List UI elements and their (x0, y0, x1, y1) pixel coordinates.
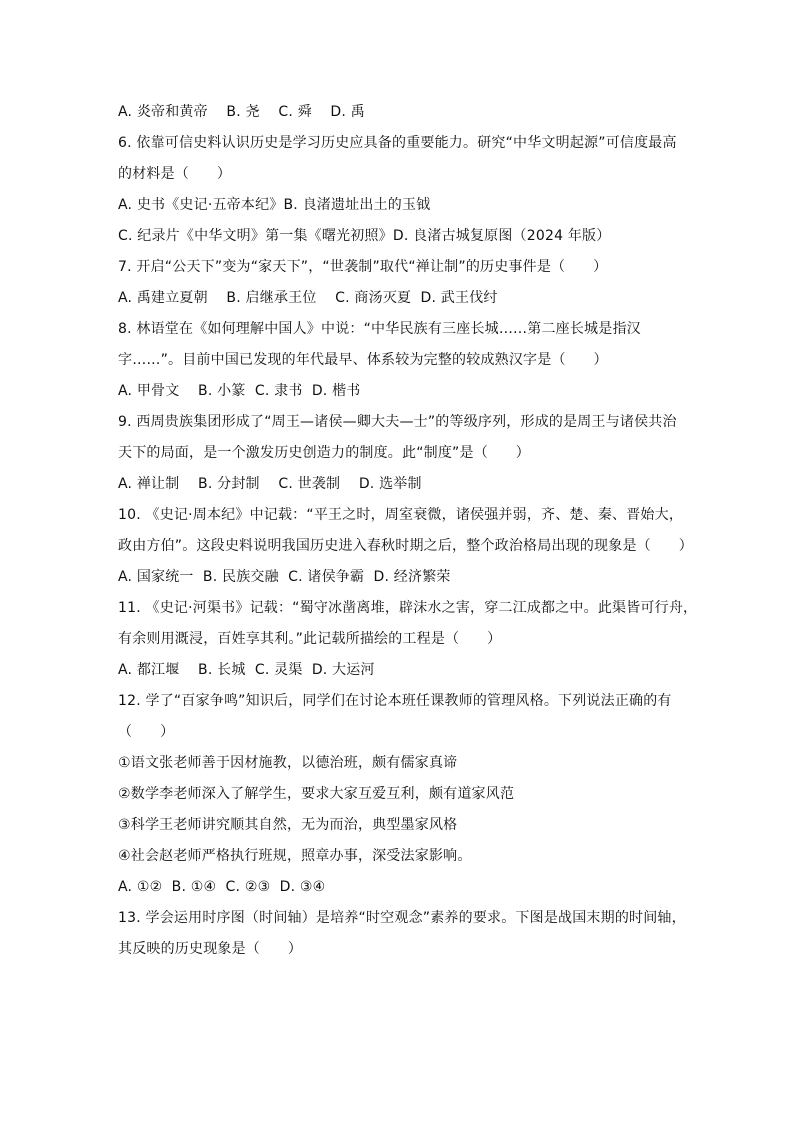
q7-options: A. 禹建立夏朝 B. 启继承王位 C. 商汤灭夏 D. 武王伐纣 (118, 290, 498, 306)
q13-stem-line1: 13. 学会运用时序图（时间轴）是培养“时空观念”素养的要求。下图是战国末期的时间轴， (118, 910, 686, 926)
q7-stem: 7. 开启“公天下”变为“家天下”，“世袭制”取代“禅让制”的历史事件是（ ） (118, 259, 608, 275)
q12-statement-4: ④社会赵老师严格执行班规，照章办事，深受法家影响。 (118, 848, 472, 864)
q11-options: A. 都江堰 B. 长城 C. 灵渠 D. 大运河 (118, 662, 375, 678)
q12-statement-3: ③科学王老师讲究顺其自然，无为而治，典型墨家风格 (118, 817, 458, 833)
q8-stem-line2: 字……”。目前中国已发现的年代最早、体系较为完整的较成熟汉字是（ ） (118, 352, 608, 368)
q9-stem-line2: 天下的局面，是一个激发历史创造力的制度。此“制度”是（ ） (118, 445, 531, 461)
q13-stem-line2: 其反映的历史现象是（ ） (118, 941, 303, 957)
q12-options: A. ①② B. ①④ C. ②③ D. ③④ (118, 879, 326, 895)
q12-statement-1: ①语文张老师善于因材施教，以德治班，颇有儒家真谛 (118, 755, 458, 771)
q12-stem-line2: （ ） (118, 724, 175, 740)
q11-stem-line2: 有余则用溉浸，百姓享其利。”此记载所描绘的工程是（ ） (118, 631, 502, 647)
q9-options: A. 禅让制 B. 分封制 C. 世袭制 D. 选举制 (118, 476, 422, 492)
q10-stem-line1: 10. 《史记·周本纪》中记载：“平王之时，周室衰微，诸侯强并弱，齐、楚、秦、晋始大， (118, 507, 684, 523)
q12-statement-2: ②数学李老师深入了解学生，要求大家互爱互利，颇有道家风范 (118, 786, 515, 802)
q10-options: A. 国家统一 B. 民族交融 C. 诸侯争霸 D. 经济繁荣 (118, 569, 451, 585)
q9-stem-line1: 9. 西周贵族集团形成了“周王—诸侯—卿大夫—士”的等级序列，形成的是周王与诸侯共治 (118, 414, 677, 430)
q6-options-line2: C. 纪录片《中华文明》第一集《曙光初照》D. 良渚古城复原图（2024 年版） (118, 228, 611, 244)
q5-options: A. 炎帝和黄帝 B. 尧 C. 舜 D. 禹 (118, 104, 365, 120)
q6-stem-line1: 6. 依靠可信史料认识历史是学习历史应具备的重要能力。研究“中华文明起源”可信度最高 (118, 135, 677, 151)
q6-stem-line2: 的材料是（ ） (118, 166, 232, 182)
q11-stem-line1: 11. 《史记·河渠书》记载：“蜀守冰凿离堆，辟沫水之害，穿二江成都之中。此渠皆可行舟， (118, 600, 698, 616)
q10-stem-line2: 政由方伯”。这段史料说明我国历史进入春秋时期之后，整个政治格局出现的现象是（ ） (118, 538, 693, 554)
q12-stem-line1: 12. 学了“百家争鸣”知识后，同学们在讨论本班任课教师的管理风格。下列说法正确的有 (118, 693, 672, 709)
q8-stem-line1: 8. 林语堂在《如何理解中国人》中说：“中华民族有三座长城……第二座长城是指汉 (118, 321, 641, 337)
q8-options: A. 甲骨文 B. 小篆 C. 隶书 D. 楷书 (118, 383, 361, 399)
q6-options-line1: A. 史书《史记·五帝本纪》B. 良渚遗址出土的玉钺 (118, 197, 431, 213)
